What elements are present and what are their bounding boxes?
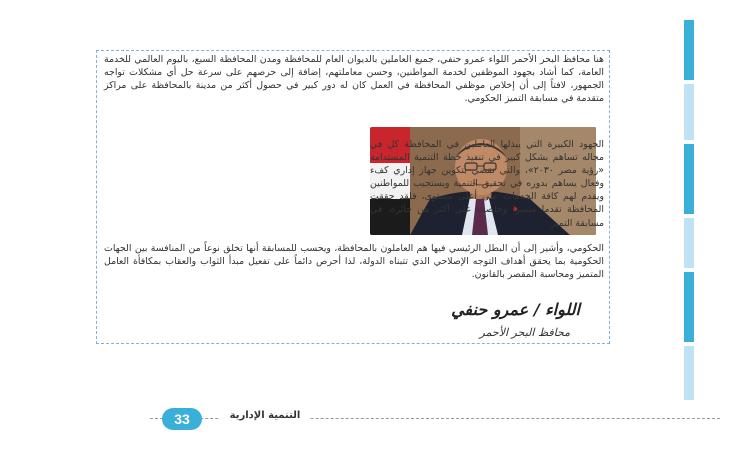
strip-segment xyxy=(684,346,694,400)
decorative-side-strip xyxy=(684,20,694,400)
strip-segment xyxy=(684,144,694,214)
paragraph-bottom-text: الحكومي، وأشير إلى أن البطل الرئيسي فيها هم العاملون بالمحافظة، ويحسب للمسابقة أنها تخلق نوعاً من المنافسة بين الجهات الحكومية بما يحقق أهداف التوجه الإصلاحي الذي تتبناه الدولة، لذا أحرص دائماً على تفعيل مبدأ الثواب والعقاب بمكافأة العامل المتميز ومحاسبة المقصر بالقانون. xyxy=(104,243,604,281)
strip-segment xyxy=(684,84,694,140)
article-paragraph-top xyxy=(104,53,604,105)
magazine-title: التنمية الإدارية xyxy=(220,410,310,421)
signature-name: اللواء / عمرو حنفي xyxy=(451,300,580,319)
strip-segment xyxy=(684,272,694,342)
page-number: 33 xyxy=(162,408,202,430)
strip-segment xyxy=(684,218,694,268)
paragraph-side-text: الجهود الكبيرة التي يبذلها العاملين في المحافظة كل في مجاله تساهم بشكل كبير في تنفيذ خطة التنمية المستدامة «رؤية مصر ٢٠٣٠»، والتي تقضي بتكوين جهاز إداري كفء وفعال يساهم بدوره في تحقيق التنمية ويستجيب للمواطنين ويقدم لهم كافة الخدمات على أعلى مستوى، فلقد حققت المحافظة تقدما متميزا وحلصت على أكثر من جائزة، في مسابقة التميز xyxy=(370,139,604,229)
signature-title: محافظ البحر الأحمر xyxy=(479,326,570,339)
strip-segment xyxy=(684,20,694,80)
paragraph-top-text: هنا محافظ البحر الأحمر اللواء عمرو حنفي، جميع العاملين بالديوان العام للمحافظة ومدن المحافظة السبع، باليوم العالمي للخدمة العامة، كما أشاد بجهود الموظفين لخدمة المواطنين، وحسن معاملتهم، إضافة إلى حرصهم على سرعة حل أي مشكلات تواجه الجمهور، لافتاً إلى أن إخلاص موظفي المحافظة في العمل كان له دور كبير في حصول أكثر من مدينة بالمحافظة على مراكز متقدمة في مسابقة التميز الحكومي. xyxy=(104,54,604,105)
article-paragraph-side xyxy=(370,138,604,230)
article-paragraph-bottom xyxy=(104,242,604,281)
